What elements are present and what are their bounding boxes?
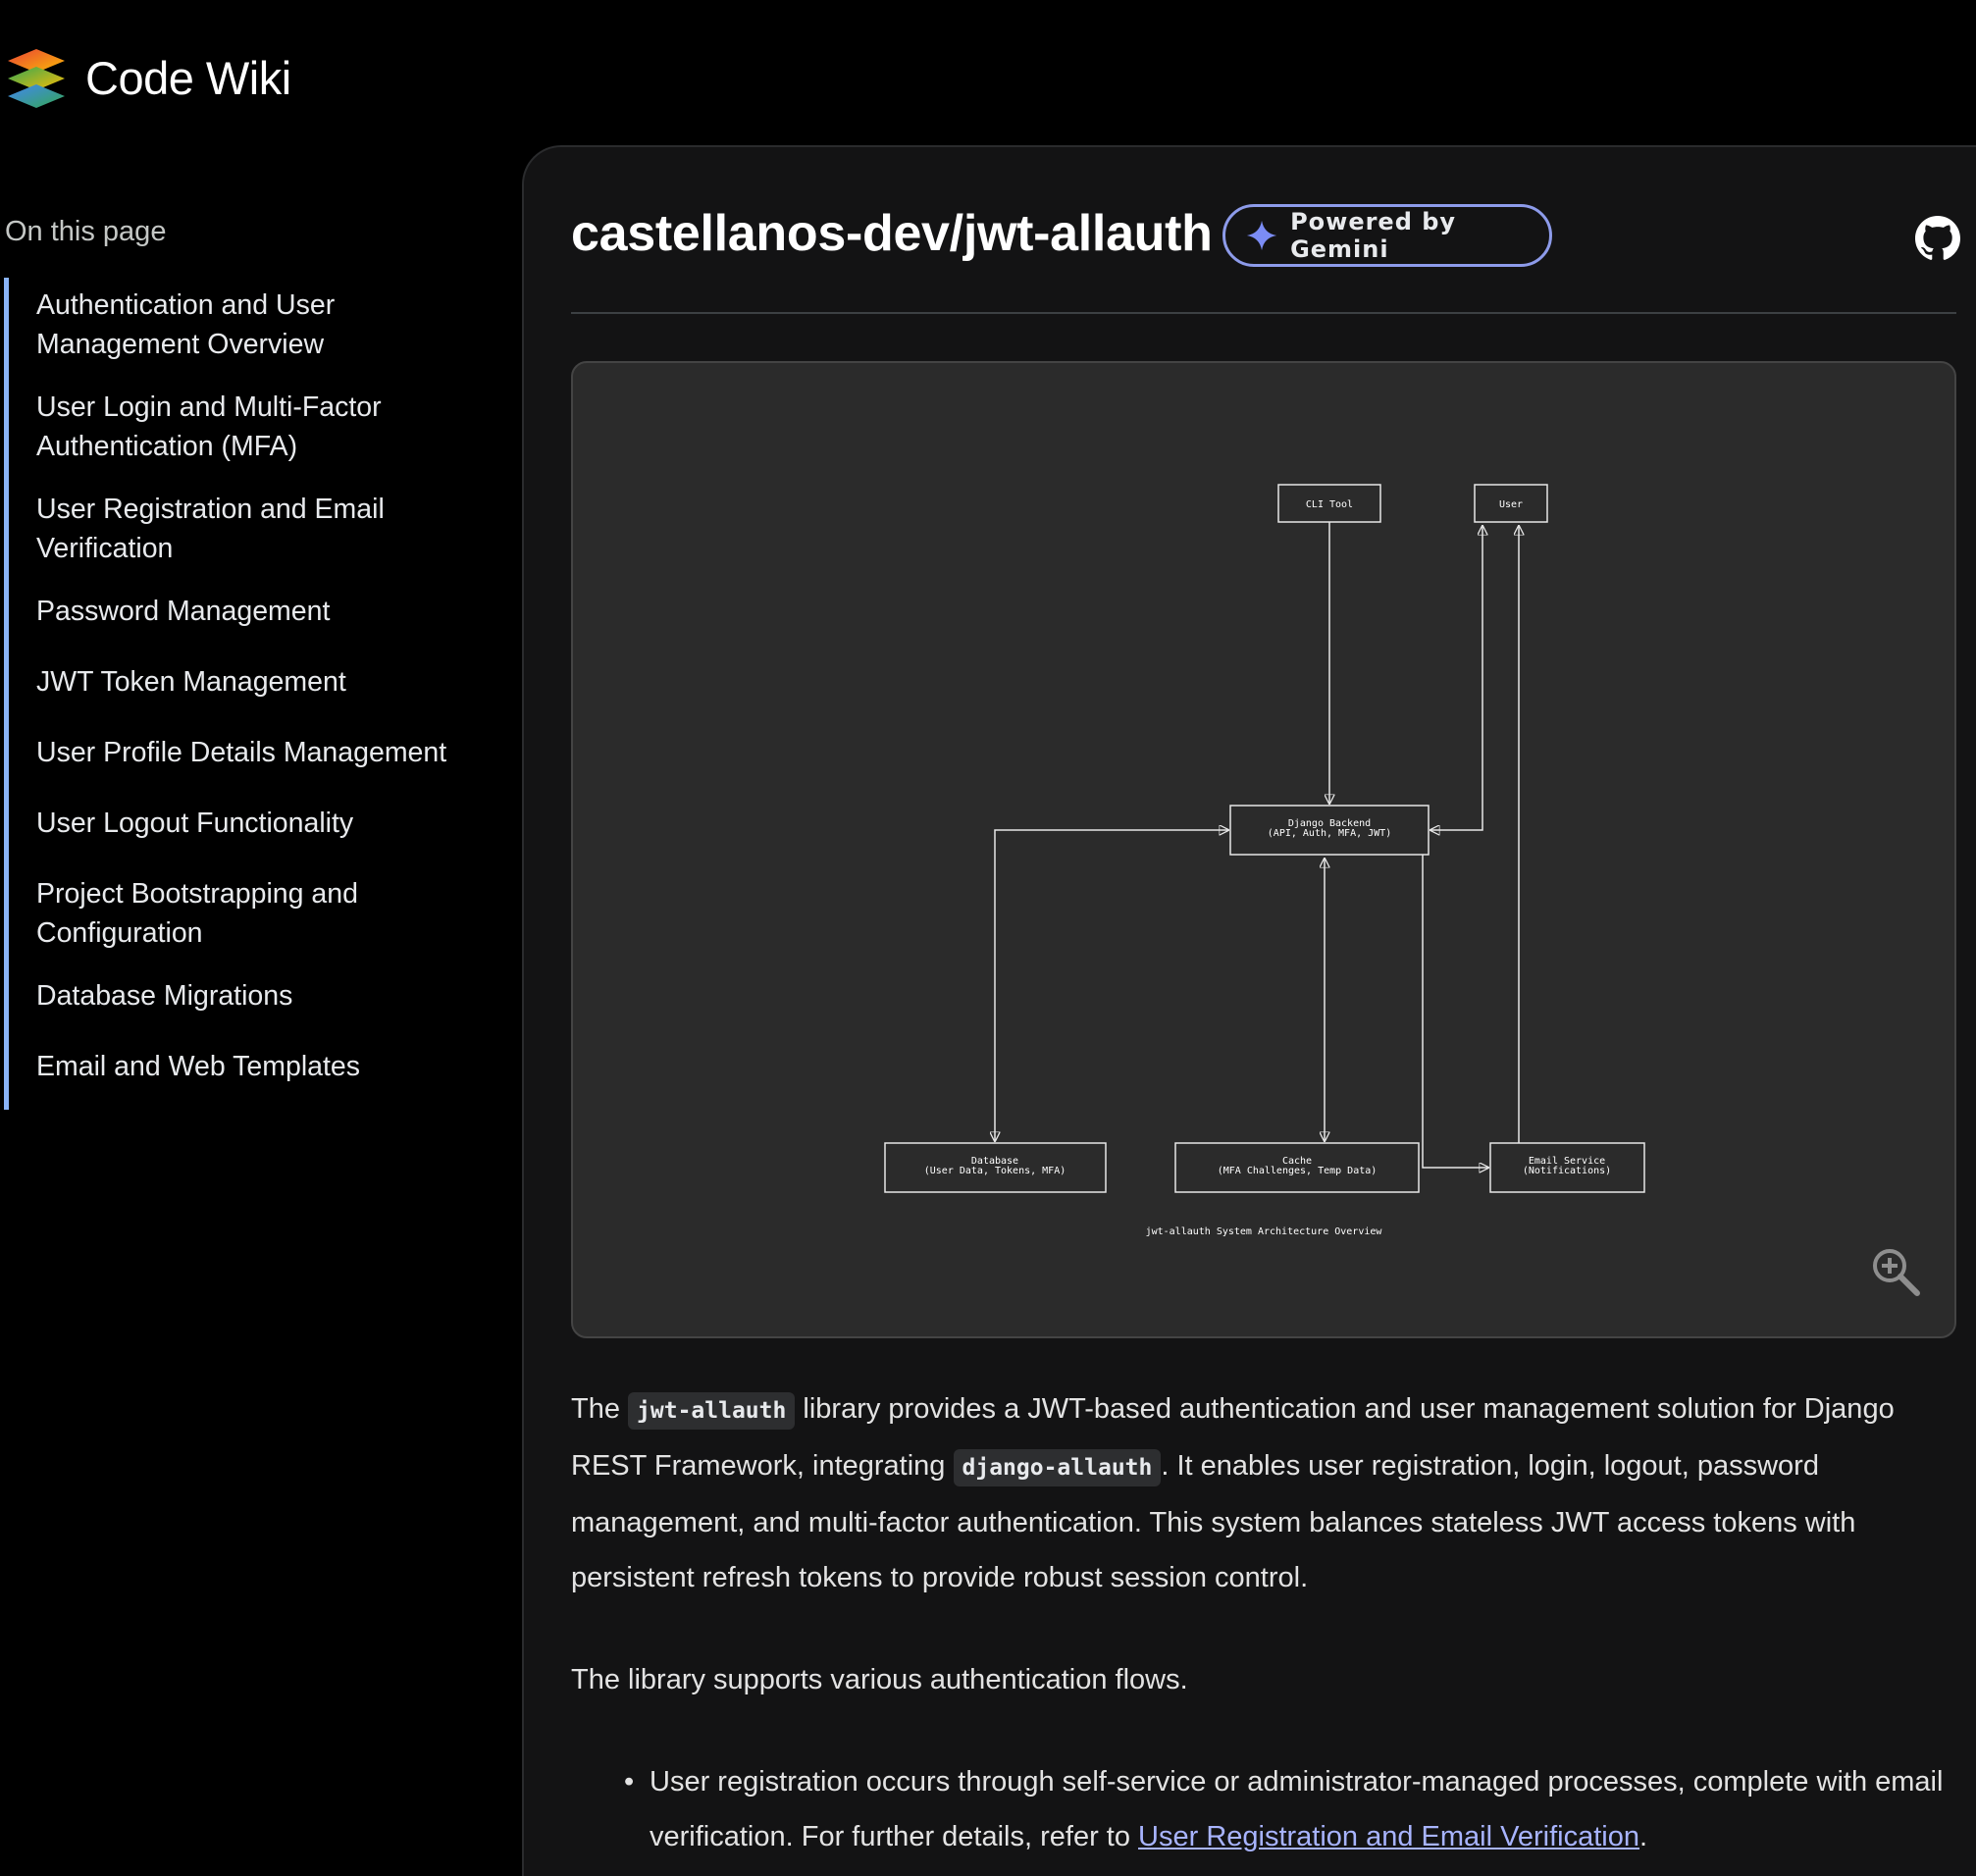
toc-item-login-mfa[interactable]: User Login and Multi-Factor Authentication (MFA): [36, 391, 382, 462]
node-label-email: Email Service: [1528, 1156, 1606, 1167]
article-body: [571, 1381, 1964, 1864]
main-content: [522, 145, 1976, 1876]
node-label-cache: Cache: [1281, 1156, 1313, 1167]
code-jwt-allauth: jwt-allauth: [628, 1392, 795, 1430]
toc-item-overview[interactable]: Authentication and User Management Overview: [36, 289, 336, 360]
node-label-backend: Django Backend: [1287, 818, 1372, 829]
node-label-cli-tool: CLI Tool: [1305, 499, 1354, 510]
node-label-backend-detail: (API, Auth, MFA, JWT): [1267, 828, 1392, 839]
top-bar: [0, 0, 1976, 147]
link-registration[interactable]: User Registration and Email Verification: [1138, 1821, 1639, 1852]
github-icon[interactable]: [1915, 216, 1960, 261]
app-name[interactable]: Code Wiki: [85, 52, 291, 104]
page-title: castellanos-dev/jwt-allauth: [571, 205, 1213, 262]
code-wiki-logo-icon[interactable]: [4, 47, 69, 110]
flows-list: [571, 1754, 1964, 1864]
bullet-text: User registration occurs through self-service or administrator-managed processes, complete with email verification. For further details, refer to: [650, 1766, 1944, 1852]
toc-item-templates[interactable]: Email and Web Templates: [36, 1051, 361, 1082]
flows-paragraph: The library supports various authentication flows.: [571, 1664, 1188, 1695]
node-label-email-detail: (Notifications): [1522, 1166, 1612, 1176]
node-label-database: Database: [970, 1156, 1019, 1167]
zoom-in-icon[interactable]: [1870, 1246, 1921, 1297]
edge-backend-database: [995, 830, 1228, 1141]
intro-text-3: . It enables user registration, login, logout, password management, and multi-factor authentication. This system balances stateless JWT access tokens with persistent refresh tokens to provide robust session control.: [571, 1450, 1856, 1593]
edge-backend-user: [1430, 526, 1482, 830]
node-label-cache-detail: (MFA Challenges, Temp Data): [1217, 1166, 1378, 1176]
toc-list: [4, 278, 475, 1110]
architecture-diagram-svg: [573, 363, 1958, 1340]
code-django-allauth: django-allauth: [954, 1449, 1162, 1486]
title-divider: [571, 312, 1956, 314]
diagram-caption: jwt-allauth System Architecture Overview: [1145, 1226, 1382, 1237]
architecture-diagram: [571, 361, 1956, 1338]
intro-paragraph: [571, 1381, 1964, 1605]
node-label-user: User: [1498, 499, 1524, 510]
intro-text-2: library provides a JWT-based authentication and user management solution for Django REST Framework, integrating: [571, 1393, 1895, 1482]
node-label-database-detail: (User Data, Tokens, MFA): [923, 1166, 1066, 1176]
badge-label: Powered by Gemini: [1290, 208, 1457, 263]
toc-heading: On this page: [5, 216, 167, 247]
edge-backend-to-email: [1423, 855, 1488, 1168]
toc-item-profile[interactable]: User Profile Details Management: [36, 737, 447, 768]
bullet-end: .: [1639, 1821, 1648, 1852]
toc-item-jwt[interactable]: JWT Token Management: [36, 666, 346, 698]
list-item: [650, 1754, 1964, 1864]
toc-item-logout[interactable]: User Logout Functionality: [36, 808, 354, 839]
powered-by-gemini-badge[interactable]: [1222, 204, 1552, 267]
intro-text-1: The: [571, 1393, 629, 1425]
toc-item-password[interactable]: Password Management: [36, 596, 331, 627]
toc-item-bootstrapping[interactable]: Project Bootstrapping and Configuration: [36, 878, 358, 949]
gemini-sparkle-icon: [1245, 218, 1278, 253]
toc-item-registration[interactable]: User Registration and Email Verification: [36, 494, 385, 564]
toc-item-migrations[interactable]: Database Migrations: [36, 980, 293, 1012]
